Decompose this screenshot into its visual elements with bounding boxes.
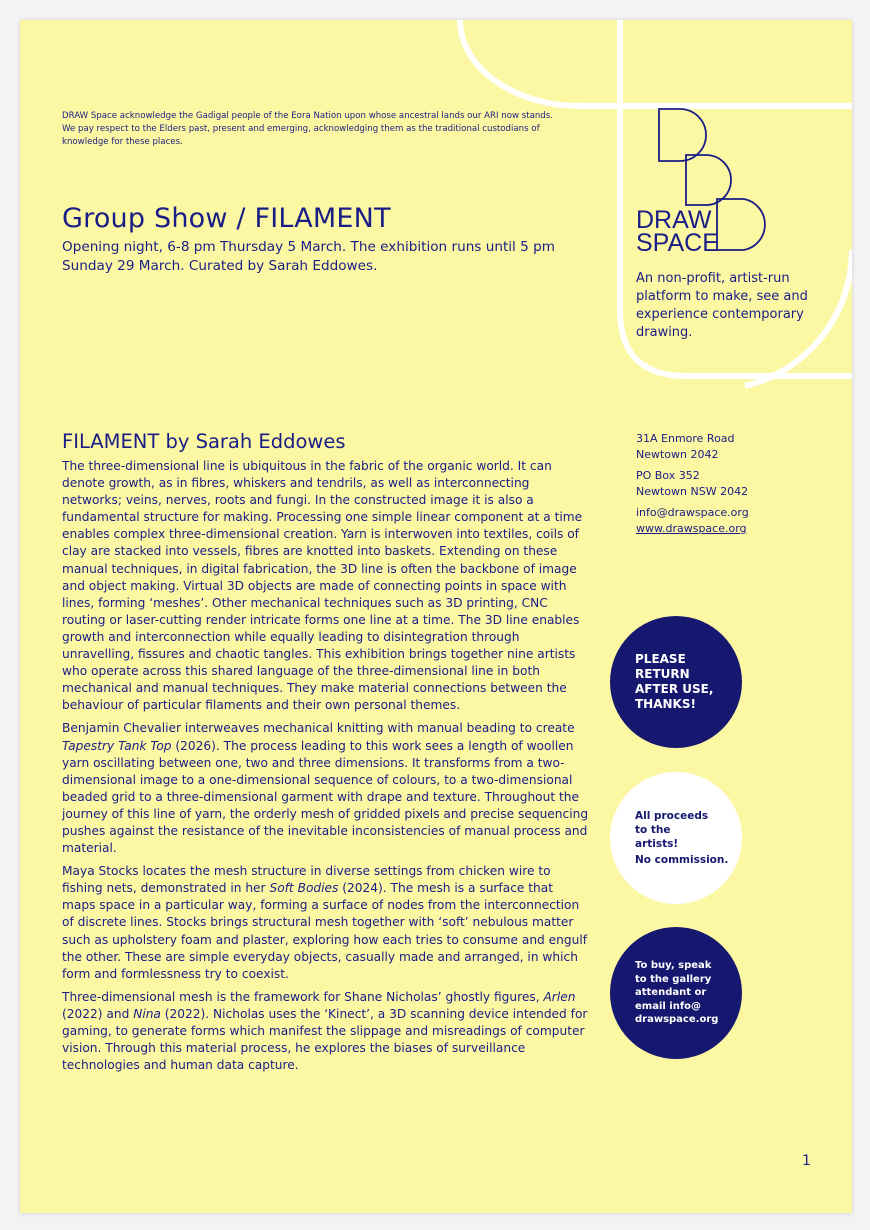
po-box-line: PO Box 352 bbox=[636, 469, 700, 482]
return-badge bbox=[610, 616, 742, 748]
logo-text-draw: DRAW bbox=[636, 206, 712, 234]
proceeds-badge bbox=[610, 772, 742, 904]
essay-paragraph: Three-dimensional mesh is the framework for Shane Nicholas’ ghostly figures, Arlen (2022) and Nina (2022). Nicholas uses the ‘Kinect’, a 3D scanning device intended for gaming, to generate forms which manifest the slippage and misreadings of computer vision. Through this material process, he explores the biases of surveillance technologies and human data capture. bbox=[62, 989, 588, 1073]
artwork-title: Arlen bbox=[543, 989, 576, 1004]
logo-text-space: SPACE bbox=[636, 229, 719, 257]
return-badge-text: PLEASE RETURN AFTER USE, THANKS! bbox=[635, 652, 714, 711]
buy-badge-text: To buy, speak to the gallery attendant or email info@ drawspace.org bbox=[635, 960, 719, 1026]
artwork-title: Nina bbox=[133, 1006, 161, 1021]
artwork-title: Tapestry Tank Top bbox=[62, 738, 172, 753]
address-line: Newtown 2042 bbox=[636, 448, 719, 461]
page-number: 1 bbox=[802, 1153, 811, 1169]
essay-title: FILAMENT by Sarah Eddowes bbox=[62, 430, 346, 453]
exhibition-details: Opening night, 6-8 pm Thursday 5 March. The exhibition runs until 5 pm Sunday 29 March. Curated by Sarah Eddowes. bbox=[62, 239, 555, 274]
page-title: Group Show / FILAMENT bbox=[62, 203, 391, 234]
email-text: info@drawspace.org bbox=[636, 506, 749, 519]
acknowledgement-text: DRAW Space acknowledge the Gadigal people of the Eora Nation upon whose ancestral lands our ARI now stands. We pay respect to the Elders past, present and emerging, acknowledging them as the traditional custodians of knowledge for these places. bbox=[62, 111, 553, 147]
artwork-title: Soft Bodies bbox=[269, 881, 339, 896]
essay-paragraph: Maya Stocks locates the mesh structure in diverse settings from chicken wire to fishing nets, demonstrated in her Soft Bodies (2024). The mesh is a surface that maps space in a particular way, forming a surface of nodes from the interconnection of discrete lines. Stocks brings structural mesh together with ‘soft’ nebulous matter such as upholstery foam and plaster, exploring how each tries to consume and engulf the other. These are simple everyday objects, casually made and arranged, in which form and formlessness try to coexist. bbox=[62, 864, 588, 981]
commission-text: No commission. bbox=[635, 854, 729, 866]
contact-block bbox=[636, 431, 836, 537]
address-line: 31A Enmore Road bbox=[636, 432, 735, 445]
essay-paragraph: The three-dimensional line is ubiquitous in the fabric of the organic world. It can denote growth, as in fibres, whiskers and tendrils, as well as interconnecting networks; veins, nerves, roots and fungi. In the constructed image it is also a fundamental structure for making. Processing one simple linear component at a time enables complex three-dimensional creation. Yarn is interwoven into textiles, coils of clay are stacked into vessels, fibres are knotted into baskets. Extending on these manual techniques, in digital fabrication, the 3D line is often the backbone of image and object making. Virtual 3D objects are made of connecting points in space with lines, forming ‘meshes’. Other mechanical techniques such as 3D printing, CNC routing or laser-cutting render intricate forms one line at a time. The 3D line enables growth and interconnection while equally leading to disintegration through unravelling, fissures and chaotic tangles. This exhibition brings together nine artists who operate across this shared language of the three-dimensional line in both mechanical and manual techniques. They make material connections between the behaviour of particular filaments and their own personal themes. bbox=[62, 459, 583, 713]
website-link[interactable]: www.drawspace.org bbox=[636, 522, 747, 535]
draw-space-logo-icon bbox=[618, 104, 798, 264]
essay-paragraph: Benjamin Chevalier interweaves mechanical knitting with manual beading to create Tapestry Tank Top (2026). The process leading to this work sees a length of woollen yarn oscillating between one, two and three dimensions. It transforms from a two-dimensional image to a one-dimensional sequence of colours, to a two-dimensional beaded grid to a three-dimensional garment with drape and texture. Throughout the journey of this line of yarn, the orderly mesh of gridded pixels and precise sequencing pushes against the resistance of the inevitable inconsistencies of manual process and material. bbox=[62, 721, 589, 856]
buy-badge bbox=[610, 927, 742, 1059]
document-page bbox=[20, 20, 852, 1213]
tagline: An non-profit, artist-run platform to make, see and experience contemporary drawing. bbox=[636, 271, 808, 340]
essay-body bbox=[62, 458, 590, 1080]
po-box-line: Newtown NSW 2042 bbox=[636, 485, 749, 498]
proceeds-badge-text: All proceeds to the artists! bbox=[635, 810, 709, 850]
